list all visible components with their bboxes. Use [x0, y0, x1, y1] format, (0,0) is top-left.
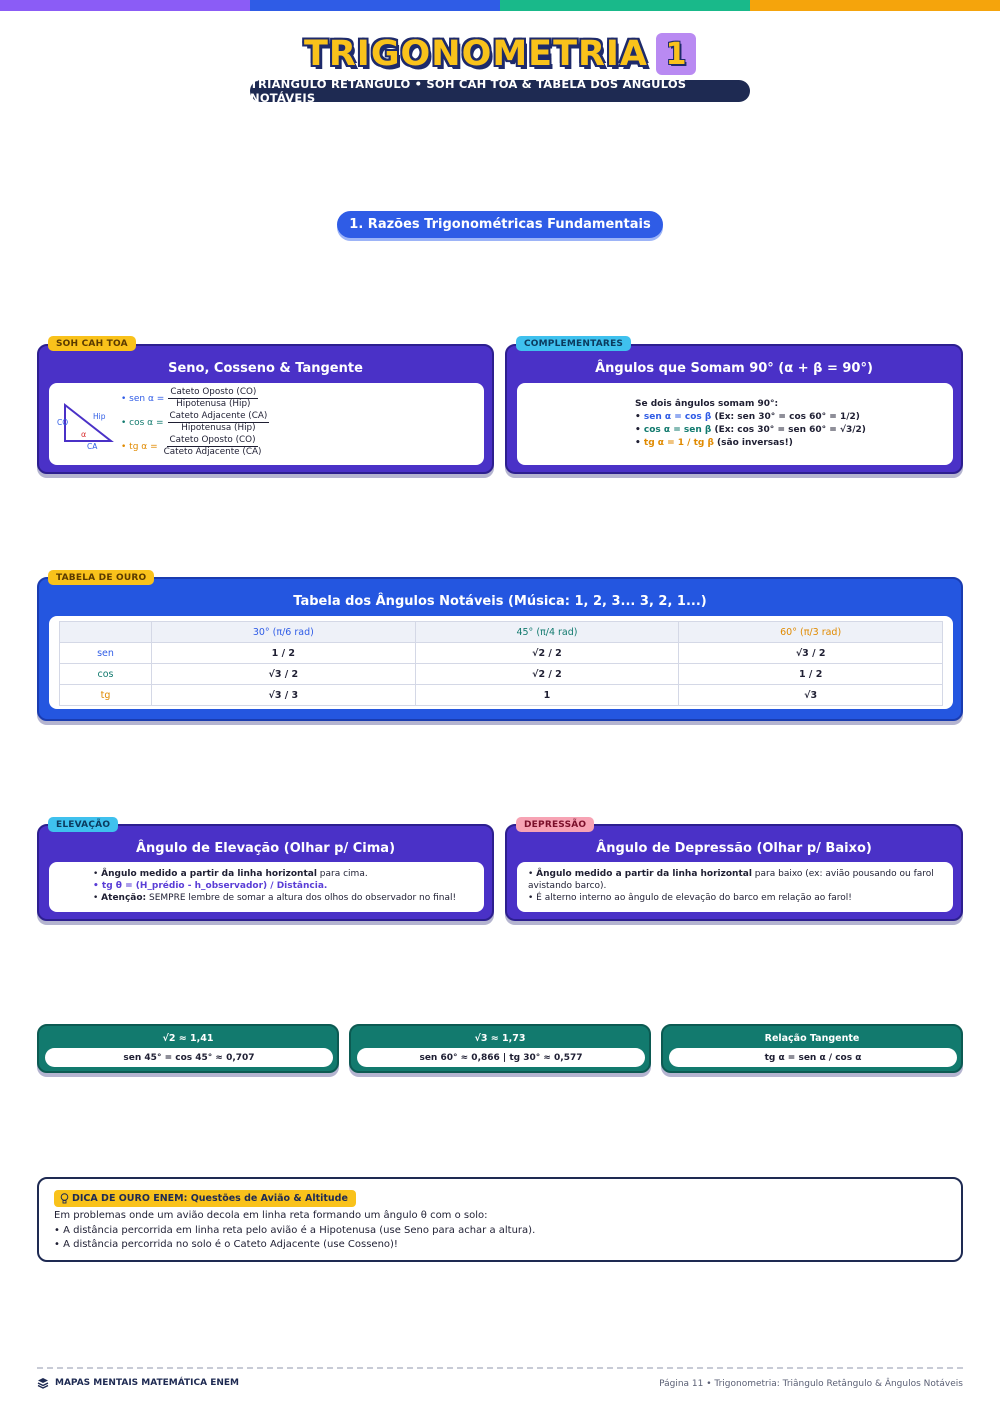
card-title: Ângulos que Somam 90° (α + β = 90°): [595, 361, 873, 376]
table-cell: √2 / 2: [415, 664, 679, 685]
lightbulb-icon: [60, 1193, 69, 1204]
sqrt3-card: [349, 1024, 651, 1073]
table-row-label: tg: [60, 685, 152, 706]
depression-angle-card: [505, 824, 963, 921]
color-bar-segment: [250, 0, 500, 11]
complementary-example: (Ex: sen 30° = cos 60° = 1/2): [711, 412, 860, 422]
table-column-header: 30° (π/6 rad): [152, 622, 416, 643]
formula-sen-name: sen α =: [129, 393, 165, 404]
mini-card-title: Relação Tangente: [764, 1033, 860, 1044]
page-number-badge: 1: [656, 33, 696, 75]
card-body: [49, 383, 484, 465]
mini-card-body: sen 60° ≈ 0,866 | tg 30° ≈ 0,577: [357, 1048, 645, 1067]
elevation-line-3-bold: Atenção:: [101, 893, 147, 903]
enem-tip-box: [37, 1177, 963, 1262]
complementary-highlight: tg α = 1 / tg β: [643, 438, 714, 448]
fraction-numerator: Cateto Oposto (CO): [169, 435, 256, 445]
table-cell: 1 / 2: [679, 664, 943, 685]
tag-depressao: DEPRESSÃO: [516, 817, 594, 832]
depression-line-1-bold: Ângulo medido a partir da linha horizontal: [536, 869, 752, 879]
depression-line-1-rest: para baixo (ex: avião pousando ou farol avistando barco).: [528, 869, 934, 891]
table-header-row: [60, 622, 943, 643]
tip-text: [54, 1209, 535, 1253]
page-header: [0, 33, 1000, 75]
mini-card-title: √3 ≈ 1,73: [474, 1033, 526, 1044]
tip-line: Em problemas onde um avião decola em linha reta formando um ângulo θ com o solo:: [54, 1210, 488, 1221]
formula-sen-label: • sen α =: [121, 393, 165, 404]
depression-text: [528, 868, 946, 904]
table-row-label: cos: [60, 664, 152, 685]
depression-line-2-text: É alterno interno ao ângulo de elevação do barco em relação ao farol!: [536, 893, 852, 903]
elevation-formula: tg θ = (H_prédio - h_observador) / Distância.: [101, 881, 328, 891]
tag-elevacao: ELEVAÇÃO: [48, 817, 118, 832]
card-title: Seno, Cosseno & Tangente: [168, 361, 363, 376]
table-cell: √3: [679, 685, 943, 706]
table-row: [60, 643, 943, 664]
table-corner-cell: [60, 622, 152, 643]
table-cell: √3 / 3: [152, 685, 416, 706]
tip-tag: [54, 1190, 356, 1207]
footer-divider: [37, 1367, 963, 1369]
color-bar-segment: [500, 0, 750, 11]
complementary-line: • cos α = sen β (Ex: cos 30° = sen 60° = √3/2): [635, 425, 866, 435]
complementary-highlight: cos α = sen β: [643, 425, 712, 435]
tag-tabela-de-ouro: TABELA DE OURO: [48, 570, 154, 585]
card-title: Ângulo de Elevação (Olhar p/ Cima): [135, 841, 396, 856]
triangle-label-co: CO: [57, 418, 69, 427]
table-row-label: sen: [60, 643, 152, 664]
complementary-text: [635, 398, 866, 450]
card-body: [517, 862, 953, 912]
fraction-numerator: Cateto Adjacente (CA): [169, 411, 268, 421]
footer-page-info: Página 11 • Trigonometria: Triângulo Retângulo & Ângulos Notáveis: [659, 1379, 963, 1389]
formula-sen: [121, 387, 258, 410]
depression-line-1: • Ângulo medido a partir da linha horizontal para baixo (ex: avião pousando ou farol avistando barco).: [528, 869, 934, 891]
triangle-label-alpha: α: [81, 430, 87, 439]
notable-angles-card: [37, 577, 963, 721]
fraction: [168, 387, 258, 410]
fraction-denominator: Hipotenusa (Hip): [176, 399, 251, 409]
card-title: Tabela dos Ângulos Notáveis (Música: 1, 2, 3... 3, 2, 1...): [293, 594, 707, 609]
color-bar-segment: [750, 0, 1000, 11]
tag-soh-cah-toa: SOH CAH TOA: [48, 336, 136, 351]
depression-line-2: • É alterno interno ao ângulo de elevação do barco em relação ao farol!: [528, 893, 852, 903]
page-title: TRIGONOMETRIA: [303, 34, 649, 74]
tip-title: DICA DE OURO ENEM: Questões de Avião & Altitude: [72, 1193, 348, 1204]
table-row: [60, 685, 943, 706]
elevation-text: [93, 868, 456, 904]
complementary-line: • sen α = cos β (Ex: sen 30° = cos 60° = 1/2): [635, 412, 860, 422]
complementary-angles-card: [505, 344, 963, 474]
mini-card-title: √2 ≈ 1,41: [162, 1033, 214, 1044]
tag-complementares: COMPLEMENTARES: [516, 336, 631, 351]
triangle-label-ca: CA: [87, 442, 98, 451]
tip-line: • A distância percorrida em linha reta pelo avião é a Hipotenusa (use Seno para achar a altura).: [54, 1224, 536, 1236]
elevation-line-1-rest: para cima.: [316, 869, 368, 879]
card-body: [49, 616, 953, 709]
complementary-highlight: sen α = cos β: [643, 412, 712, 422]
sqrt2-card: [37, 1024, 339, 1073]
formula-cos-name: cos α =: [129, 417, 164, 428]
fraction: [168, 411, 270, 434]
fraction-denominator: Hipotenusa (Hip): [181, 423, 256, 433]
footer-brand-label: MAPAS MENTAIS MATEMÁTICA ENEM: [55, 1378, 239, 1388]
tip-line: • A distância percorrida no solo é o Cateto Adjacente (use Cosseno)!: [54, 1239, 398, 1250]
tangent-relation-card: [661, 1024, 963, 1073]
formula-cos: [121, 411, 269, 434]
triangle-label-hip: Hip: [93, 412, 106, 421]
mini-card-body: sen 45° = cos 45° ≈ 0,707: [45, 1048, 333, 1067]
formula-tg: [121, 435, 263, 458]
mini-card-body: tg α = sen α / cos α: [669, 1048, 957, 1067]
page-subtitle: TRIÂNGULO RETÂNGULO • SOH CAH TOA & TABELA DOS ÂNGULOS NOTÁVEIS: [250, 80, 750, 102]
color-bar-segment: [0, 0, 250, 11]
elevation-line-1-bold: Ângulo medido a partir da linha horizontal: [101, 869, 317, 879]
formula-tg-name: tg α =: [129, 441, 158, 452]
card-body: [49, 862, 484, 912]
table-cell: √2 / 2: [415, 643, 679, 664]
footer-brand: [37, 1377, 239, 1389]
table-column-header: 45° (π/4 rad): [415, 622, 679, 643]
fraction-numerator: Cateto Oposto (CO): [170, 387, 257, 397]
layers-icon: [37, 1377, 49, 1389]
table-row: [60, 664, 943, 685]
table-cell: 1 / 2: [152, 643, 416, 664]
fraction: [162, 435, 264, 458]
formula-cos-label: • cos α =: [121, 417, 164, 428]
complementary-intro: Se dois ângulos somam 90°:: [635, 399, 779, 409]
card-body: [517, 383, 953, 465]
complementary-example: (são inversas!): [713, 438, 793, 448]
table-column-header: 60° (π/3 rad): [679, 622, 943, 643]
notable-angles-table: [59, 621, 943, 706]
fraction-denominator: Cateto Adjacente (CA): [163, 447, 262, 457]
top-color-bar: [0, 0, 1000, 11]
elevation-line-2: • tg θ = (H_prédio - h_observador) / Distância.: [93, 881, 328, 891]
elevation-line-1: • Ângulo medido a partir da linha horizontal para cima.: [93, 869, 368, 879]
table-cell: √3 / 2: [152, 664, 416, 685]
complementary-example: (Ex: cos 30° = sen 60° = √3/2): [711, 425, 866, 435]
card-title: Ângulo de Depressão (Olhar p/ Baixo): [596, 841, 872, 856]
elevation-angle-card: [37, 824, 494, 921]
table-cell: √3 / 2: [679, 643, 943, 664]
table-cell: 1: [415, 685, 679, 706]
elevation-line-3: • Atenção: SEMPRE lembre de somar a altura dos olhos do observador no final!: [93, 893, 457, 903]
elevation-line-3-rest: SEMPRE lembre de somar a altura dos olhos do observador no final!: [146, 893, 457, 903]
section-heading: 1. Razões Trigonométricas Fundamentais: [337, 211, 663, 238]
soh-cah-toa-card: [37, 344, 494, 474]
complementary-line: • tg α = 1 / tg β (são inversas!): [635, 438, 793, 448]
formula-tg-label: • tg α =: [121, 441, 158, 452]
right-triangle-icon: [57, 401, 117, 451]
